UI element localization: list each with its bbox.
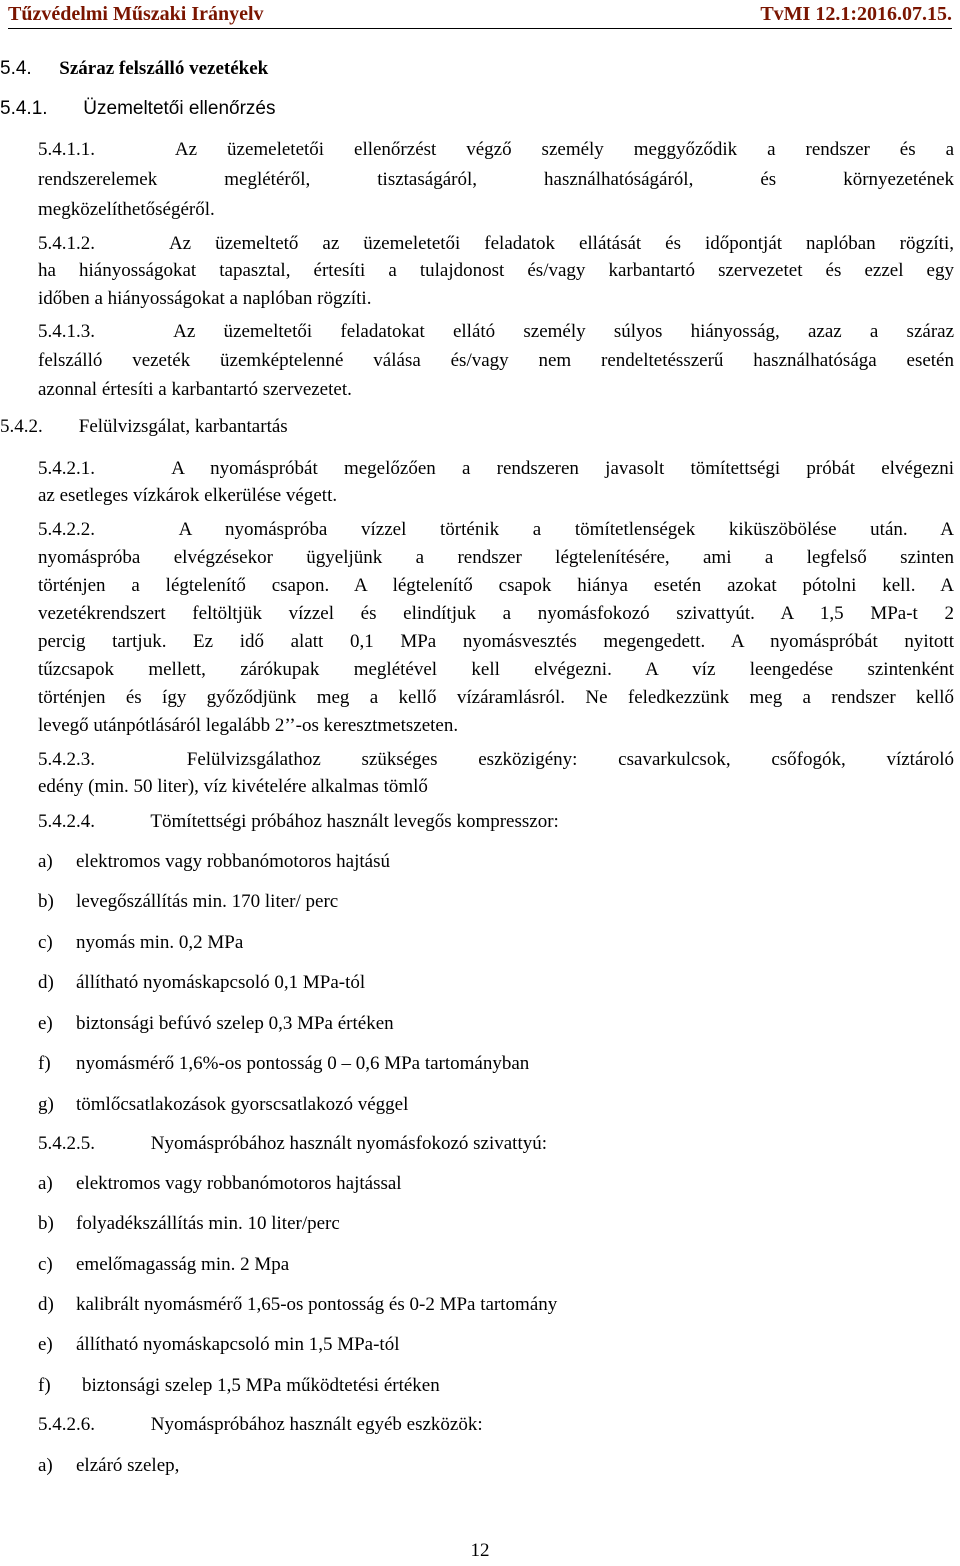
paragraph-line: történjen és így győződjünk meg a kellő vízáramlásról. Ne feledkezzünk meg a rendszer kellő xyxy=(38,687,954,708)
paragraph-line: tűzcsapok mellett, zárókupak meglétével kell elvégezni. A víz leengedése szintenként xyxy=(38,659,954,680)
paragraph-line: 5.4.2.6. Nyomáspróbához használt egyéb eszközök: xyxy=(38,1409,954,1440)
header-doc-id: TvMI 12.1:2016.07.15. xyxy=(760,3,952,25)
paragraph-line: időben a hiányosságokat a naplóban rögzíti. xyxy=(38,288,372,309)
paragraph-line: 5.4.2.1. A nyomáspróbát megelőzően a rendszeren javasolt tömítettségi próbát elvégezni xyxy=(38,453,954,484)
subsection-title: Felülvizsgálat, karbantartás xyxy=(78,416,288,437)
list-item: g) tömlőcsatlakozások gyorscsatlakozó véggel xyxy=(38,1094,409,1115)
paragraph-line: 5.4.1.1. Az üzemeletetői ellenőrzést végző személy meggyőződik a rendszer és a xyxy=(38,134,954,165)
section-title: Száraz felszálló vezetékek xyxy=(59,58,269,79)
paragraph-line: nyomáspróba elvégzésekor ügyeljünk a rendszer légtelenítésére, ami a legfelső szinten xyxy=(38,547,954,568)
list-item: e) állítható nyomáskapcsoló min 1,5 MPa-tól xyxy=(38,1334,400,1355)
subsection-number: 5.4.1. xyxy=(0,98,48,119)
paragraph-line: 5.4.2.4. Tömítettségi próbához használt levegős kompresszor: xyxy=(38,806,954,837)
paragraph-number: 5.4.2.6. xyxy=(38,1414,95,1435)
paragraph-number: 5.4.2.1. xyxy=(38,458,95,479)
list-item: d) állítható nyomáskapcsoló 0,1 MPa-tól xyxy=(38,972,366,993)
paragraph-number: 5.4.2.3. xyxy=(38,749,95,770)
list-item: a) elektromos vagy robbanómotoros hajtású xyxy=(38,851,390,872)
paragraph-line: 5.4.1.2. Az üzemeltető az üzemeletetői feladatok ellátását és időpontját naplóban rögzíti, xyxy=(38,228,954,259)
list-item: a) elektromos vagy robbanómotoros hajtással xyxy=(38,1173,402,1194)
paragraph-line: megközelíthetőségéről. xyxy=(38,199,215,220)
paragraph-number: 5.4.1.3. xyxy=(38,321,95,342)
paragraph-line: azonnal értesíti a karbantartó szervezetet. xyxy=(38,379,352,400)
list-item: b) folyadékszállítás min. 10 liter/perc xyxy=(38,1213,340,1234)
section-heading xyxy=(0,53,954,84)
paragraph-line: történjen a légtelenítő csapon. A légtelenítő csapok hiánya esetén azokat pótolni kell. A xyxy=(38,575,954,596)
paragraph-line: az esetleges vízkárok elkerülése végett. xyxy=(38,485,338,506)
paragraph-line: 5.4.2.5. Nyomáspróbához használt nyomásfokozó szivattyú: xyxy=(38,1128,954,1159)
list-item: a) elzáró szelep, xyxy=(38,1455,180,1476)
subsection-number: 5.4.2. xyxy=(0,416,43,437)
paragraph-line: ha hiányosságokat tapasztal, értesíti a tulajdonost és/vagy karbantartó szervezetet és ezzel egy xyxy=(38,260,954,281)
paragraph-number: 5.4.2.5. xyxy=(38,1133,95,1154)
paragraph-line: 5.4.2.2. A nyomáspróba vízzel történik a tömítetlenségek kiküszöbölése után. A xyxy=(38,514,954,545)
subsection-title: Üzemeltetői ellenőrzés xyxy=(83,98,276,119)
page-header xyxy=(8,0,952,29)
section-number: 5.4. xyxy=(0,58,32,79)
header-title: Tűzvédelmi Műszaki Irányelv xyxy=(8,3,264,25)
page-number: 12 xyxy=(470,1540,490,1561)
subsection-heading xyxy=(0,93,954,124)
list-item: e) biztonsági befúvó szelep 0,3 MPa értéken xyxy=(38,1013,394,1034)
list-item: c) emelőmagasság min. 2 Mpa xyxy=(38,1254,290,1275)
paragraph-number: 5.4.1.2. xyxy=(38,233,95,254)
paragraph-line: vezetékrendszert feltöltjük vízzel és elindítjuk a nyomásfokozó szivattyút. A 1,5 MPa-t 2 xyxy=(38,603,954,624)
list-item: b) levegőszállítás min. 170 liter/ perc xyxy=(38,891,339,912)
paragraph-line: percig tartjuk. Ez idő alatt 0,1 MPa nyomásvesztés megengedett. A nyomáspróbát nyitott xyxy=(38,631,954,652)
list-item: f) nyomásmérő 1,6%-os pontosság 0 – 0,6 MPa tartományban xyxy=(38,1053,530,1074)
paragraph-number: 5.4.2.2. xyxy=(38,519,95,540)
paragraph-line: 5.4.1.3. Az üzemeltetői feladatokat ellátó személy súlyos hiányosság, azaz a száraz xyxy=(38,316,954,347)
paragraph-line: 5.4.2.3. Felülvizsgálathoz szükséges eszközigény: csavarkulcsok, csőfogók, víztároló xyxy=(38,744,954,775)
list-item: d) kalibrált nyomásmérő 1,65-os pontosság és 0-2 MPa tartomány xyxy=(38,1294,558,1315)
list-item: f) biztonsági szelep 1,5 MPa működtetési értéken xyxy=(38,1375,440,1396)
paragraph-line: levegő utánpótlásáról legalább 2’’-os keresztmetszeten. xyxy=(38,715,459,736)
paragraph-line: felszálló vezeték üzemképtelenné válása és/vagy nem rendeltetésszerű használhatósága esetén xyxy=(38,350,954,371)
subsection-heading xyxy=(0,411,954,442)
paragraph-line: edény (min. 50 liter), víz kivételére alkalmas tömlő xyxy=(38,776,428,797)
list-item: c) nyomás min. 0,2 MPa xyxy=(38,932,244,953)
paragraph-number: 5.4.2.4. xyxy=(38,811,95,832)
paragraph-number: 5.4.1.1. xyxy=(38,139,95,160)
paragraph-line: rendszerelemek meglétéről, tisztaságáról, használhatóságáról, és környezetének xyxy=(38,169,954,190)
